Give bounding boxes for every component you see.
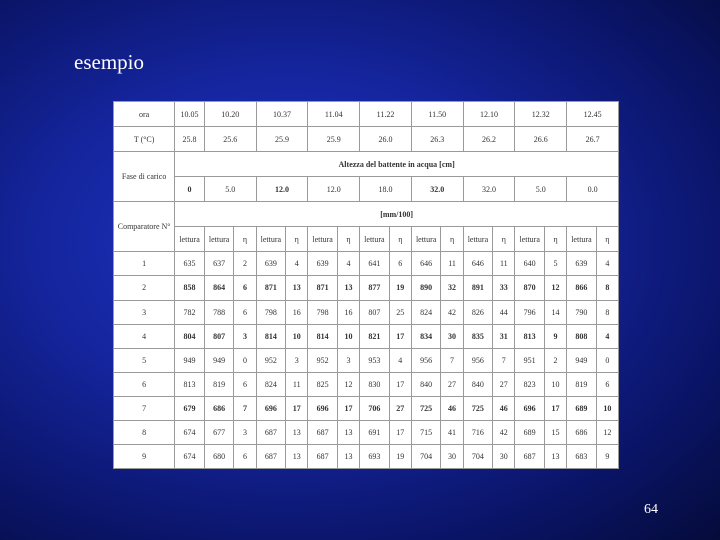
table-cell: 30 [441, 324, 463, 348]
ora-cell: 12.32 [515, 102, 567, 127]
table-cell: 4 [337, 252, 359, 276]
table-cell: 7 [234, 396, 256, 420]
comparatore-number: 4 [114, 324, 175, 348]
table-cell: 17 [389, 324, 411, 348]
table-cell: 17 [389, 372, 411, 396]
table-row [114, 324, 619, 348]
table-cell: 31 [493, 324, 515, 348]
table-cell: 42 [493, 420, 515, 444]
table-cell: 680 [204, 444, 234, 468]
temperature-cell: 25.8 [175, 127, 205, 152]
table-cell: 5 [544, 252, 566, 276]
table-cell: 824 [411, 300, 441, 324]
eta-header: η [544, 227, 566, 252]
table-cell: 639 [256, 252, 286, 276]
table-cell: 635 [175, 252, 205, 276]
ora-cell: 10.37 [256, 102, 308, 127]
table-cell: 13 [544, 444, 566, 468]
lettura-header: lettura [463, 227, 493, 252]
table-cell: 17 [337, 396, 359, 420]
table-cell: 8 [596, 276, 618, 300]
table-cell: 16 [286, 300, 308, 324]
table-cell: 825 [308, 372, 338, 396]
table-row [114, 396, 619, 420]
table-row [114, 276, 619, 300]
table-cell: 819 [567, 372, 597, 396]
table-cell: 813 [515, 324, 545, 348]
table-cell: 17 [286, 396, 308, 420]
table-cell: 46 [493, 396, 515, 420]
eta-header: η [493, 227, 515, 252]
altezza-cell: 5.0 [515, 177, 567, 202]
altezza-cell: 12.0 [308, 177, 360, 202]
temperature-cell: 26.3 [411, 127, 463, 152]
column-header-row [114, 227, 619, 252]
table-cell: 864 [204, 276, 234, 300]
altezza-cell: 32.0 [411, 177, 463, 202]
table-cell: 3 [337, 348, 359, 372]
table-cell: 27 [389, 396, 411, 420]
table-cell: 687 [256, 420, 286, 444]
table-row [114, 372, 619, 396]
table-cell: 870 [515, 276, 545, 300]
table-cell: 956 [411, 348, 441, 372]
table-cell: 871 [308, 276, 338, 300]
table-row [114, 420, 619, 444]
table-cell: 696 [515, 396, 545, 420]
table-cell: 42 [441, 300, 463, 324]
altezza-cell: 0.0 [567, 177, 619, 202]
table-cell: 4 [286, 252, 308, 276]
eta-header: η [441, 227, 463, 252]
table-cell: 725 [463, 396, 493, 420]
altezza-cell: 12.0 [256, 177, 308, 202]
altezza-cell: 0 [175, 177, 205, 202]
table-cell: 814 [256, 324, 286, 348]
unit-label: [mm/100] [175, 202, 619, 227]
ora-cell: 11.22 [360, 102, 412, 127]
table-cell: 46 [441, 396, 463, 420]
table-cell: 782 [175, 300, 205, 324]
temperature-cell: 25.9 [256, 127, 308, 152]
comparatore-number: 7 [114, 396, 175, 420]
temperature-cell: 26.2 [463, 127, 515, 152]
table-cell: 33 [493, 276, 515, 300]
table-cell: 9 [596, 444, 618, 468]
table-cell: 677 [204, 420, 234, 444]
table-cell: 834 [411, 324, 441, 348]
table-cell: 725 [411, 396, 441, 420]
table-cell: 686 [567, 420, 597, 444]
comparatore-number: 3 [114, 300, 175, 324]
temperature-row [114, 127, 619, 152]
comparatore-number: 8 [114, 420, 175, 444]
table-cell: 679 [175, 396, 205, 420]
table-cell: 10 [337, 324, 359, 348]
table-cell: 6 [596, 372, 618, 396]
table-cell: 17 [389, 420, 411, 444]
altezza-cell: 32.0 [463, 177, 515, 202]
table-cell: 715 [411, 420, 441, 444]
table-cell: 693 [360, 444, 390, 468]
table-cell: 840 [411, 372, 441, 396]
ora-cell: 11.50 [411, 102, 463, 127]
table-cell: 949 [567, 348, 597, 372]
table-cell: 890 [411, 276, 441, 300]
table-cell: 798 [256, 300, 286, 324]
table-cell: 796 [515, 300, 545, 324]
table-cell: 8 [596, 300, 618, 324]
table-cell: 877 [360, 276, 390, 300]
table-cell: 798 [308, 300, 338, 324]
table-cell: 807 [360, 300, 390, 324]
table-cell: 640 [515, 252, 545, 276]
table-cell: 871 [256, 276, 286, 300]
table-cell: 949 [204, 348, 234, 372]
altezza-row [114, 177, 619, 202]
table-cell: 16 [337, 300, 359, 324]
table-cell: 689 [515, 420, 545, 444]
table-cell: 6 [389, 252, 411, 276]
table-cell: 12 [596, 420, 618, 444]
ora-cell: 10.20 [204, 102, 256, 127]
temperature-cell: 25.6 [204, 127, 256, 152]
data-table-image [113, 101, 619, 469]
table-cell: 12 [337, 372, 359, 396]
table-cell: 641 [360, 252, 390, 276]
table-cell: 11 [441, 252, 463, 276]
table-cell: 13 [286, 444, 308, 468]
table-cell: 3 [234, 420, 256, 444]
fase-label: Fase di carico [114, 152, 175, 202]
table-cell: 835 [463, 324, 493, 348]
comparatore-number: 5 [114, 348, 175, 372]
table-cell: 826 [463, 300, 493, 324]
table-cell: 27 [441, 372, 463, 396]
eta-header: η [596, 227, 618, 252]
table-cell: 821 [360, 324, 390, 348]
ora-cell: 12.10 [463, 102, 515, 127]
table-cell: 639 [308, 252, 338, 276]
table-cell: 807 [204, 324, 234, 348]
table-cell: 823 [515, 372, 545, 396]
table-cell: 687 [308, 444, 338, 468]
eta-header: η [337, 227, 359, 252]
eta-header: η [389, 227, 411, 252]
table-cell: 12 [544, 276, 566, 300]
lettura-header: lettura [360, 227, 390, 252]
lettura-header: lettura [411, 227, 441, 252]
table-cell: 687 [308, 420, 338, 444]
table-cell: 32 [441, 276, 463, 300]
table-cell: 813 [175, 372, 205, 396]
table-cell: 858 [175, 276, 205, 300]
altezza-header-row [114, 152, 619, 177]
table-cell: 956 [463, 348, 493, 372]
table-cell: 704 [463, 444, 493, 468]
table-cell: 15 [544, 420, 566, 444]
ora-cell: 12.45 [567, 102, 619, 127]
table-cell: 949 [175, 348, 205, 372]
table-cell: 951 [515, 348, 545, 372]
table-cell: 11 [493, 252, 515, 276]
table-cell: 716 [463, 420, 493, 444]
table-cell: 13 [337, 420, 359, 444]
ora-row [114, 102, 619, 127]
table-cell: 637 [204, 252, 234, 276]
temperature-cell: 25.9 [308, 127, 360, 152]
lettura-header: lettura [175, 227, 205, 252]
table-cell: 696 [308, 396, 338, 420]
table-cell: 646 [411, 252, 441, 276]
table-cell: 3 [286, 348, 308, 372]
ora-cell: 10.05 [175, 102, 205, 127]
page-number: 64 [644, 502, 658, 517]
table-cell: 804 [175, 324, 205, 348]
altezza-cell: 18.0 [360, 177, 412, 202]
table-cell: 704 [411, 444, 441, 468]
table-cell: 814 [308, 324, 338, 348]
comparatore-label: Comparatore N° [114, 202, 175, 252]
ora-label: ora [114, 102, 175, 127]
table-cell: 17 [544, 396, 566, 420]
comparatore-number: 2 [114, 276, 175, 300]
table-cell: 706 [360, 396, 390, 420]
table-cell: 830 [360, 372, 390, 396]
table-cell: 13 [337, 276, 359, 300]
table-cell: 819 [204, 372, 234, 396]
table-cell: 687 [256, 444, 286, 468]
table-cell: 0 [234, 348, 256, 372]
table-cell: 19 [389, 276, 411, 300]
table-cell: 11 [286, 372, 308, 396]
table-cell: 689 [567, 396, 597, 420]
table-cell: 6 [234, 276, 256, 300]
table-cell: 866 [567, 276, 597, 300]
table-cell: 891 [463, 276, 493, 300]
table-cell: 952 [308, 348, 338, 372]
table-cell: 788 [204, 300, 234, 324]
comparatore-number: 6 [114, 372, 175, 396]
table-cell: 2 [544, 348, 566, 372]
table-cell: 27 [493, 372, 515, 396]
table-cell: 14 [544, 300, 566, 324]
table-cell: 41 [441, 420, 463, 444]
table-row [114, 252, 619, 276]
table-cell: 790 [567, 300, 597, 324]
comparatore-number: 1 [114, 252, 175, 276]
temperature-cell: 26.0 [360, 127, 412, 152]
temperature-label: T (°C) [114, 127, 175, 152]
table-cell: 10 [286, 324, 308, 348]
table-row [114, 444, 619, 468]
table-cell: 840 [463, 372, 493, 396]
table-cell: 30 [493, 444, 515, 468]
table-cell: 683 [567, 444, 597, 468]
table-cell: 696 [256, 396, 286, 420]
table-cell: 6 [234, 372, 256, 396]
comparatore-number: 9 [114, 444, 175, 468]
table-cell: 824 [256, 372, 286, 396]
temperature-cell: 26.7 [567, 127, 619, 152]
table-cell: 4 [596, 252, 618, 276]
lettura-header: lettura [567, 227, 597, 252]
table-cell: 0 [596, 348, 618, 372]
table-cell: 3 [234, 324, 256, 348]
table-cell: 7 [441, 348, 463, 372]
table-cell: 13 [286, 276, 308, 300]
table-cell: 691 [360, 420, 390, 444]
table-cell: 25 [389, 300, 411, 324]
table-cell: 10 [544, 372, 566, 396]
altezza-label: Altezza del battente in acqua [cm] [175, 152, 619, 177]
table-cell: 674 [175, 444, 205, 468]
eta-header: η [234, 227, 256, 252]
table-cell: 13 [286, 420, 308, 444]
table-cell: 10 [596, 396, 618, 420]
table-cell: 6 [234, 300, 256, 324]
table-cell: 2 [234, 252, 256, 276]
table-cell: 674 [175, 420, 205, 444]
ora-cell: 11.04 [308, 102, 360, 127]
table-row [114, 348, 619, 372]
table-cell: 4 [389, 348, 411, 372]
table-row [114, 300, 619, 324]
lettura-header: lettura [256, 227, 286, 252]
table-cell: 686 [204, 396, 234, 420]
table-cell: 808 [567, 324, 597, 348]
lettura-header: lettura [308, 227, 338, 252]
table-cell: 30 [441, 444, 463, 468]
eta-header: η [286, 227, 308, 252]
data-table [113, 101, 619, 469]
table-cell: 646 [463, 252, 493, 276]
table-cell: 7 [493, 348, 515, 372]
table-cell: 9 [544, 324, 566, 348]
table-cell: 44 [493, 300, 515, 324]
unit-row [114, 202, 619, 227]
table-cell: 952 [256, 348, 286, 372]
table-cell: 953 [360, 348, 390, 372]
table-cell: 6 [234, 444, 256, 468]
table-cell: 13 [337, 444, 359, 468]
table-cell: 19 [389, 444, 411, 468]
altezza-cell: 5.0 [204, 177, 256, 202]
lettura-header: lettura [515, 227, 545, 252]
table-cell: 687 [515, 444, 545, 468]
slide-title: esempio [74, 50, 144, 74]
table-cell: 639 [567, 252, 597, 276]
temperature-cell: 26.6 [515, 127, 567, 152]
table-cell: 4 [596, 324, 618, 348]
lettura-header: lettura [204, 227, 234, 252]
